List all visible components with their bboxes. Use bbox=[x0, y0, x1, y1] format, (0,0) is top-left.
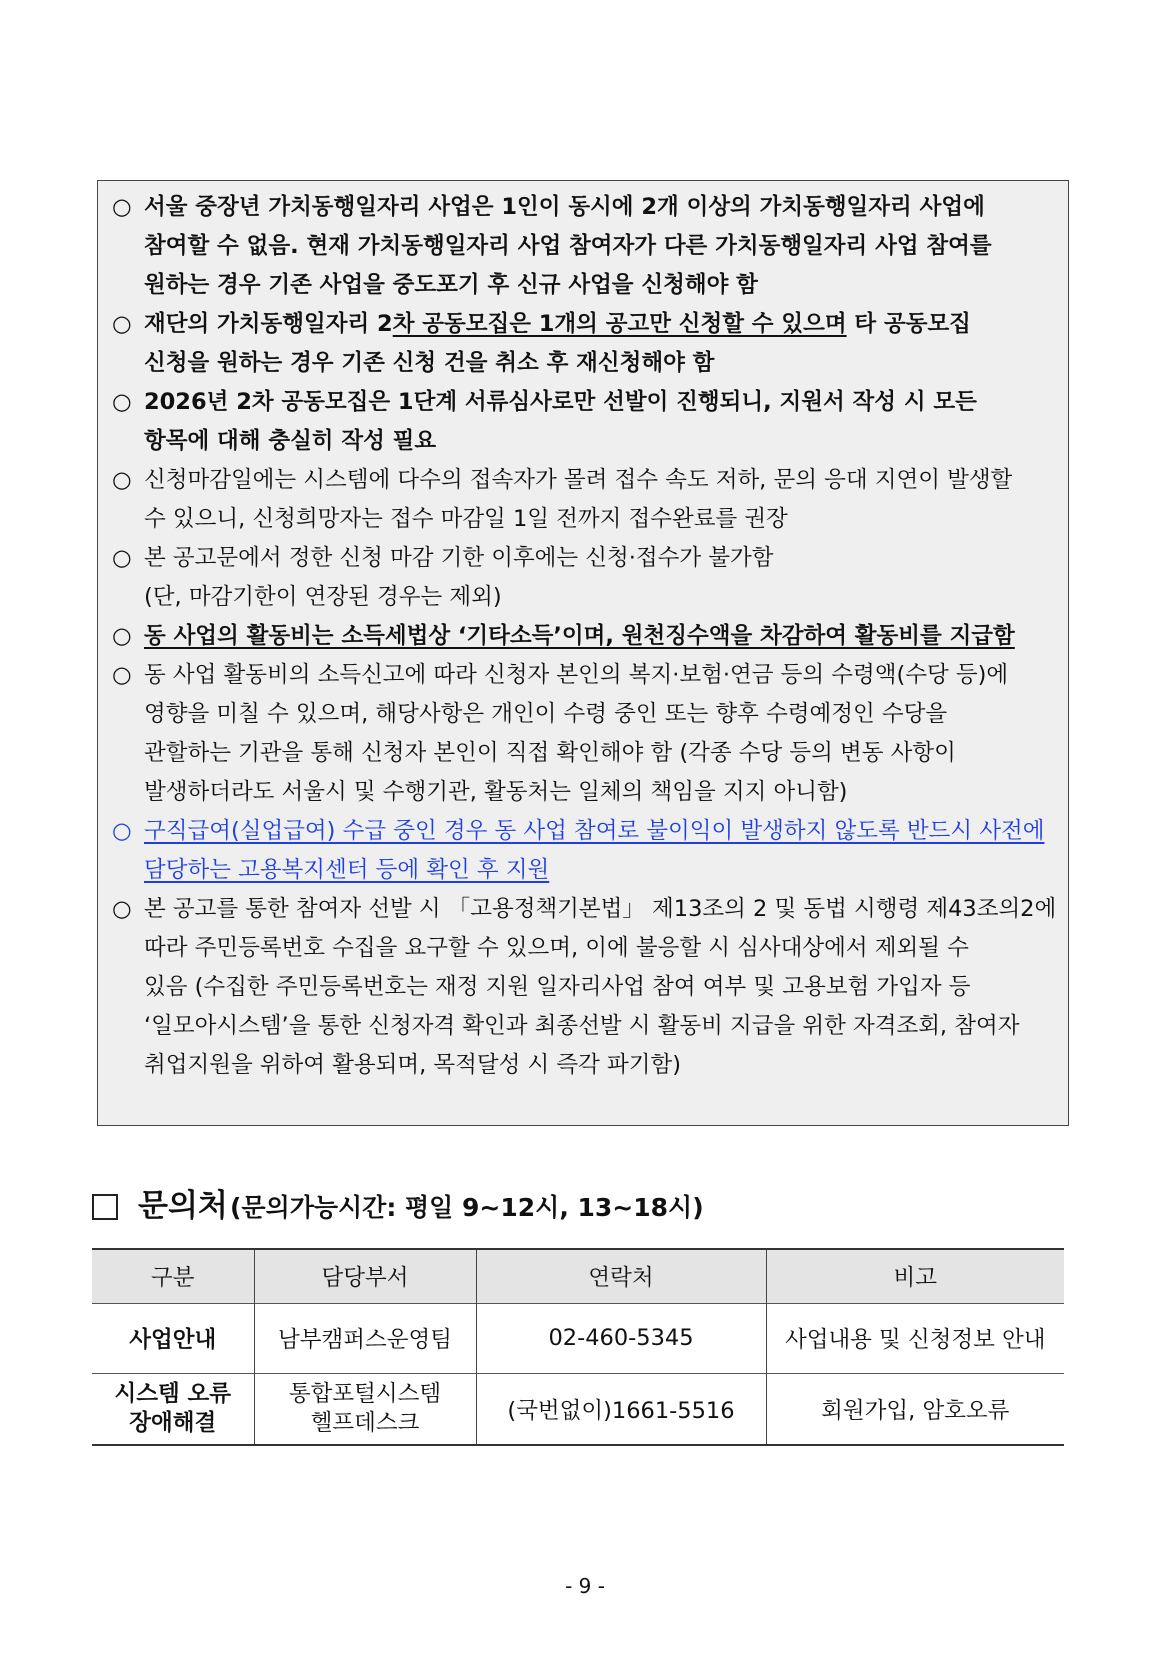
column-header: 연락처 bbox=[476, 1249, 766, 1303]
notice-text: 취업지원을 위하여 활용되며, 목적달성 시 즉각 파기함) bbox=[144, 1052, 682, 1078]
column-header: 구분 bbox=[92, 1249, 254, 1303]
bullet-circle-icon: ○ bbox=[112, 662, 132, 688]
bullet-circle-icon: ○ bbox=[112, 194, 132, 220]
notice-text: 재단의 가치동행일자리 2차 공동모집은 1개의 공고만 신청할 수 있으며 타 공동모집 bbox=[144, 311, 971, 337]
notice-box bbox=[97, 180, 1069, 1126]
dept-cell: 남부캠퍼스운영팀 bbox=[254, 1303, 476, 1373]
notice-text: 관할하는 기관을 통해 신청자 본인이 직접 확인해야 함 (각종 수당 등의 변동 사항이 bbox=[144, 740, 956, 766]
notice-text: 서울 중장년 가치동행일자리 사업은 1인이 동시에 2개 이상의 가치동행일자리 사업에 bbox=[144, 194, 985, 220]
column-header: 비고 bbox=[893, 1265, 937, 1292]
checkbox-square-icon bbox=[92, 1194, 118, 1220]
notice-text: 원하는 경우 기존 사업을 중도포기 후 신규 사업을 신청해야 함 bbox=[144, 272, 758, 298]
bullet-circle-icon: ○ bbox=[112, 467, 132, 493]
notice-text: 본 공고문에서 정한 신청 마감 기한 이후에는 신청·접수가 불가함 bbox=[144, 545, 774, 571]
notice-text: 따라 주민등록번호 수집을 요구할 수 있으며, 이에 불응할 시 심사대상에서 제외될 수 bbox=[144, 935, 969, 961]
page-number: - 9 - bbox=[565, 1574, 605, 1598]
notice-text: 참여할 수 없음. 현재 가치동행일자리 사업 참여자가 다른 가치동행일자리 사업 참여를 bbox=[144, 233, 992, 259]
notice-text: 발생하더라도 서울시 및 수행기관, 활동처는 일체의 책임을 지지 아니함) bbox=[144, 779, 848, 805]
notice-text: 영향을 미칠 수 있으며, 해당사항은 개인이 수령 중인 또는 향후 수령예정인 수당을 bbox=[144, 701, 948, 727]
contact-table bbox=[92, 1248, 1064, 1446]
bullet-circle-icon: ○ bbox=[112, 311, 132, 337]
notice-text: 동 사업의 활동비는 소득세법상 ‘기타소득’이며, 원천징수액을 차감하여 활동비를 지급함 bbox=[144, 623, 1015, 649]
notice-text: (단, 마감기한이 연장된 경우는 제외) bbox=[144, 584, 502, 610]
phone-cell: 02-460-5345 bbox=[476, 1303, 766, 1373]
contact-title: 문의처 bbox=[138, 1188, 228, 1224]
bullet-circle-icon: ○ bbox=[112, 545, 132, 571]
underlined-text: 차 공동모집은 1개의 공고만 신청할 수 있으며 bbox=[392, 311, 847, 337]
notice-text: ‘일모아시스템’을 통한 신청자격 확인과 최종선발 시 활동비 지급을 위한 자격조회, 참여자 bbox=[144, 1013, 1020, 1039]
note-cell: 회원가입, 암호오류 bbox=[821, 1397, 1010, 1424]
notice-text: 동 사업 활동비의 소득신고에 따라 신청자 본인의 복지·보험·연금 등의 수령액(수당 등)에 bbox=[144, 662, 1009, 688]
bullet-circle-icon: ○ bbox=[112, 818, 132, 844]
bullet-circle-icon: ○ bbox=[112, 389, 132, 415]
dept-cell: 통합포털시스템 헬프데스크 bbox=[254, 1373, 476, 1445]
notice-text: 신청마감일에는 시스템에 다수의 접속자가 몰려 접수 속도 저하, 문의 응대 지연이 발생할 bbox=[144, 467, 1013, 493]
bullet-circle-icon: ○ bbox=[112, 623, 132, 649]
table-row bbox=[92, 1373, 1064, 1445]
column-header: 담당부서 bbox=[254, 1249, 476, 1303]
category-cell: 사업안내 bbox=[92, 1303, 254, 1373]
table-header-row bbox=[92, 1249, 1064, 1303]
notice-text: 본 공고를 통한 참여자 선발 시 「고용정책기본법」 제13조의 2 및 동법 시행령 제43조의2에 bbox=[144, 896, 1057, 922]
phone-cell: (국번없이)1661-5516 bbox=[476, 1373, 766, 1445]
contact-subtitle: (문의가능시간: 평일 9~12시, 13~18시) bbox=[230, 1193, 704, 1222]
notice-text: 담당하는 고용복지센터 등에 확인 후 지원 bbox=[144, 857, 550, 883]
category-cell: 시스템 오류 장애해결 bbox=[92, 1373, 254, 1445]
bullet-circle-icon: ○ bbox=[112, 896, 132, 922]
notice-text: 있음 (수집한 주민등록번호는 재정 지원 일자리사업 참여 여부 및 고용보험 가입자 등 bbox=[144, 974, 971, 1000]
notice-text: 구직급여(실업급여) 수급 중인 경우 동 사업 참여로 불이익이 발생하지 않도록 반드시 사전에 bbox=[144, 818, 1045, 844]
notice-text: 항목에 대해 충실히 작성 필요 bbox=[144, 428, 437, 454]
table-row bbox=[92, 1303, 1064, 1373]
note-cell: 사업내용 및 신청정보 안내 bbox=[784, 1327, 1046, 1353]
notice-text: 2026년 2차 공동모집은 1단계 서류심사로만 선발이 진행되니, 지원서 작성 시 모든 bbox=[144, 389, 977, 415]
notice-text: 수 있으니, 신청희망자는 접수 마감일 1일 전까지 접수완료를 권장 bbox=[144, 506, 788, 532]
notice-text: 신청을 원하는 경우 기존 신청 건을 취소 후 재신청해야 함 bbox=[144, 350, 715, 376]
